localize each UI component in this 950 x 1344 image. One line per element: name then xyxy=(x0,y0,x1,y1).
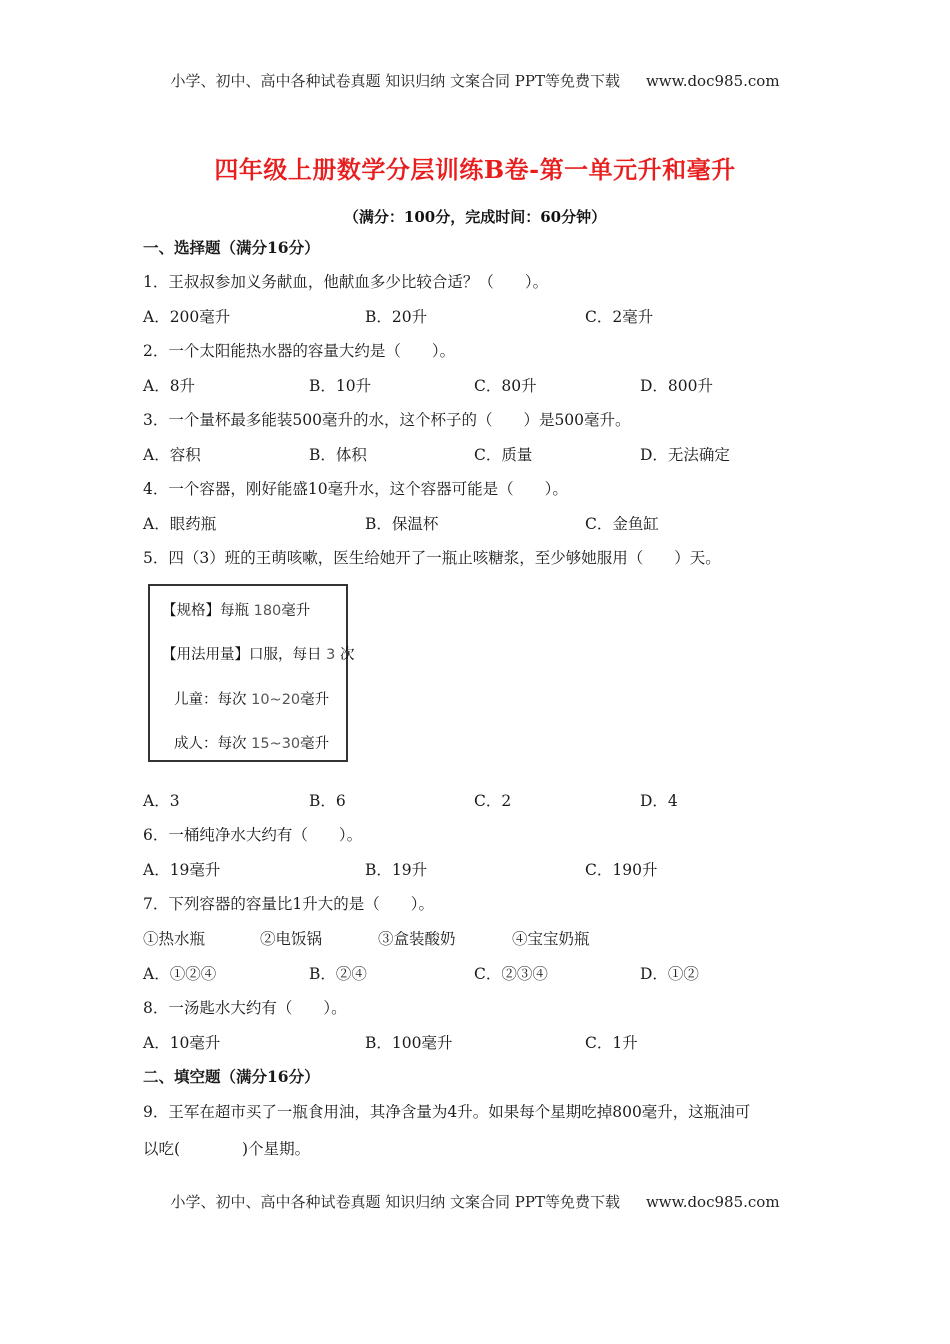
q6-option-a: A．19毫升 xyxy=(143,861,221,879)
question-4: 4．一个容器，刚好能盛10毫升水，这个容器可能是（ ）。 xyxy=(143,480,568,498)
q7-option-a: A．①②④ xyxy=(143,965,217,983)
question-5: 5．四（3）班的王萌咳嗽，医生给她开了一瓶止咳糖浆，至少够她服用（ ）天。 xyxy=(143,549,721,567)
q6-option-b: B．19升 xyxy=(365,861,428,879)
q3-option-b: B．体积 xyxy=(309,446,367,464)
usage-label: 【用法用量】 xyxy=(162,647,249,663)
section-heading: 二、填空题（满分16分） xyxy=(143,1067,320,1086)
q3-option-a: A．容积 xyxy=(143,446,201,464)
question-3: 3．一个量杯最多能装500毫升的水，这个杯子的（ ）是500毫升。 xyxy=(143,411,631,429)
question-9-line-2: 以吃( )个星期。 xyxy=(143,1140,311,1158)
spec-label: 【规格】 xyxy=(162,603,220,619)
q2-option-d: D．800升 xyxy=(640,377,714,395)
question-7: 7．下列容器的容量比1升大的是（ ）。 xyxy=(143,895,434,913)
question-1: 1．王叔叔参加义务献血，他献血多少比较合适？（ ）。 xyxy=(143,273,549,291)
usage-text: 口服，每日 xyxy=(249,647,327,663)
q2-option-a: A．8升 xyxy=(143,377,196,395)
q5-option-c: C．2 xyxy=(474,792,512,810)
adult-dose-unit: 毫升 xyxy=(300,736,330,752)
spec-number: 180 xyxy=(253,603,282,619)
q5-option-d: D．4 xyxy=(640,792,678,810)
question-9-line-1: 9．王军在超市买了一瓶食用油，其净含量为4升。如果每个星期吃掉800毫升，这瓶油可 xyxy=(143,1103,751,1121)
child-dose-unit: 毫升 xyxy=(300,692,330,708)
page-title: 四年级上册数学分层训练B卷-第一单元升和毫升 xyxy=(214,155,736,184)
q4-option-c: C．金鱼缸 xyxy=(585,515,659,533)
q1-option-b: B．20升 xyxy=(365,308,428,326)
q3-option-d: D．无法确定 xyxy=(640,446,730,464)
q1-option-a: A．200毫升 xyxy=(143,308,231,326)
spec-unit: 毫升 xyxy=(281,603,311,619)
section-heading: 一、选择题（满分16分） xyxy=(143,238,320,257)
adult-dose-number: 15~30 xyxy=(251,736,301,752)
question-6: 6．一桶纯净水大约有（ ）。 xyxy=(143,826,363,844)
q1-option-c: C．2毫升 xyxy=(585,308,654,326)
q2-option-b: B．10升 xyxy=(309,377,372,395)
child-dose-text: 儿童：每次 xyxy=(174,692,252,708)
footer-text: 小学、初中、高中各种试卷真题 知识归纳 文案合同 PPT等免费下载 xyxy=(170,1193,620,1211)
page-footer xyxy=(0,1191,950,1212)
q2-option-c: C．80升 xyxy=(474,377,537,395)
q7-item-1: ①热水瓶 xyxy=(143,930,206,948)
q7-option-d: D．①② xyxy=(640,965,699,983)
q7-option-b: B．②④ xyxy=(309,965,367,983)
q7-item-2: ②电饭锅 xyxy=(260,930,323,948)
usage-unit: 次 xyxy=(335,647,355,663)
q7-item-3: ③盒装酸奶 xyxy=(378,930,456,948)
page-subtitle: （满分：100分，完成时间：60分钟） xyxy=(343,208,607,226)
q3-option-c: C．质量 xyxy=(474,446,533,464)
medicine-label-box xyxy=(148,584,355,762)
child-dose-number: 10~20 xyxy=(251,692,301,708)
q7-item-4: ④宝宝奶瓶 xyxy=(512,930,590,948)
q5-option-b: B．6 xyxy=(309,792,346,810)
q6-option-c: C．190升 xyxy=(585,861,658,879)
usage-line xyxy=(162,643,354,664)
q4-option-a: A．眼药瓶 xyxy=(143,515,217,533)
page-header xyxy=(0,70,950,91)
usage-number: 3 xyxy=(326,647,336,663)
header-site-link[interactable]: www.doc985.com xyxy=(645,72,780,90)
q4-option-b: B．保温杯 xyxy=(365,515,439,533)
header-text: 小学、初中、高中各种试卷真题 知识归纳 文案合同 PPT等免费下载 xyxy=(170,72,620,90)
question-2: 2．一个太阳能热水器的容量大约是（ ）。 xyxy=(143,342,456,360)
child-dose-line xyxy=(174,688,329,709)
q7-option-c: C．②③④ xyxy=(474,965,548,983)
adult-dose-line xyxy=(174,732,329,753)
spec-line xyxy=(162,599,310,620)
question-8: 8．一汤匙水大约有（ ）。 xyxy=(143,999,347,1017)
adult-dose-text: 成人：每次 xyxy=(174,736,252,752)
q8-option-c: C．1升 xyxy=(585,1034,638,1052)
spec-text: 每瓶 xyxy=(220,603,254,619)
footer-site-link[interactable]: www.doc985.com xyxy=(645,1193,780,1211)
q8-option-b: B．100毫升 xyxy=(365,1034,453,1052)
q5-option-a: A．3 xyxy=(143,792,180,810)
q8-option-a: A．10毫升 xyxy=(143,1034,221,1052)
